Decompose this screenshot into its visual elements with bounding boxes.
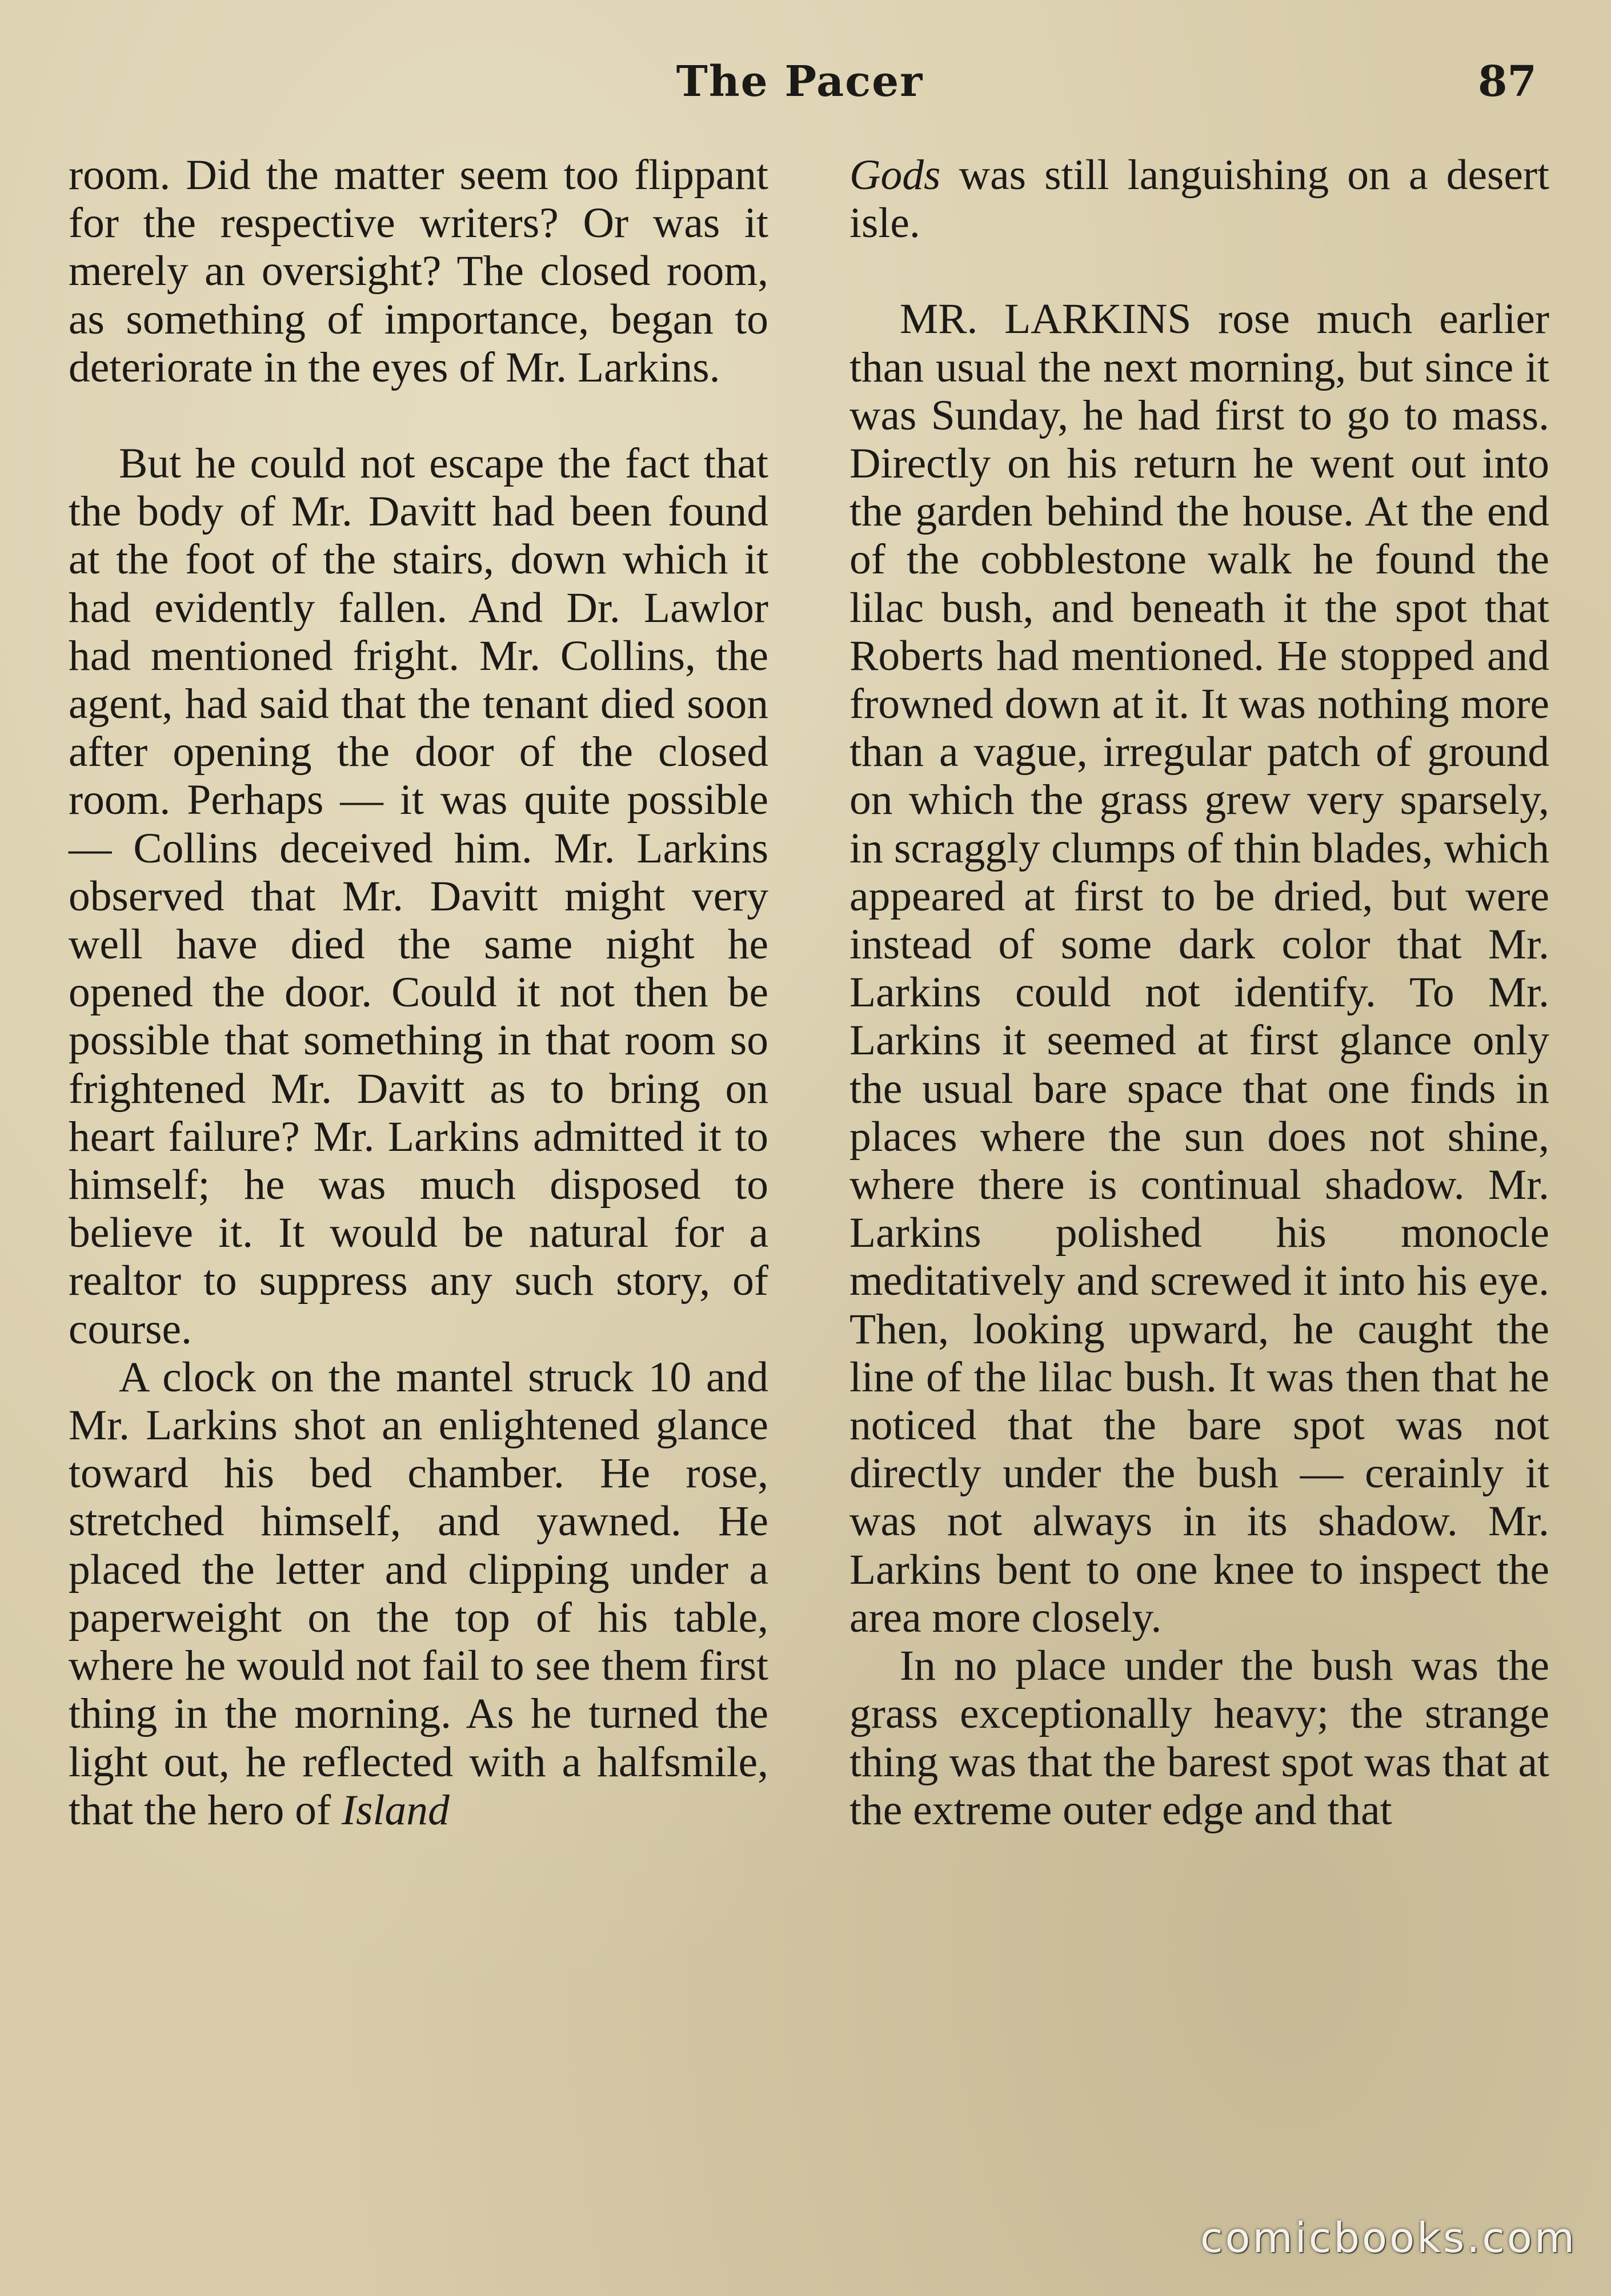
paragraph: In no place under the bush was the grass exceptionally heavy; the strange thing was that the barest spot was that at the extreme outer edge and that <box>849 1642 1549 1834</box>
running-head <box>63 57 1537 120</box>
watermark: comicbooks.com <box>1200 2214 1577 2262</box>
paragraph-text: was still languishing on a desert isle. <box>849 151 1549 247</box>
paragraph <box>69 1354 768 1835</box>
page-number: 87 <box>1478 57 1537 106</box>
paragraph: MR. LARKINS rose much earlier than usual the next morning, but since it was Sunday, he had first to go to mass. Directly on his return he went out into the garden behind the house. At the end of the cobblestone walk he found the lilac bush, and beneath it the spot that Roberts had mentioned. He stopped and frowned down at it. It was nothing more than a vague, irregular patch of ground on which the grass grew very sparsely, in scraggly clumps of thin blades, which appeared at first to be dried, but were instead of some dark color that Mr. Larkins could not identify. To Mr. Larkins it seemed at first glance only the usual bare space that one finds in places where the sun does not shine, where there is continual shadow. Mr. Larkins polished his monocle meditatively and screwed it into his eye. Then, looking upward, he caught the line of the lilac bush. It was then that he noticed that the bare spot was not directly under the bush — cerainly it was not always in its shadow. Mr. Larkins bent to one knee to inspect the area more closely. <box>849 295 1549 1641</box>
page-title: The Pacer <box>676 57 924 106</box>
paragraph-text: A clock on the mantel struck 10 and Mr. Larkins shot an enlightened glance toward his bed chamber. He rose, stretched himself, and yawned. He placed the letter and clipping under a paperweight on the top of his table, where he would not fail to see them first thing in the morning. As he turned the light out, he reflected with a halfsmile, that the hero of <box>69 1353 768 1834</box>
italic-title: Island <box>342 1786 450 1834</box>
paragraph <box>849 151 1549 247</box>
paragraph: room. Did the matter seem too flippant for the respective writers? Or was it merely an oversight? The closed room, as something of importance, began to deteriorate in the eyes of Mr. Larkins. <box>69 151 768 391</box>
left-column <box>69 151 768 1835</box>
paragraph: But he could not escape the fact that the body of Mr. Davitt had been found at the foot of the stairs, down which it had evidently fallen. And Dr. Lawlor had mentioned fright. Mr. Collins, the agent, had said that the tenant died soon after opening the door of the closed room. Perhaps — it was quite possible — Collins deceived him. Mr. Larkins observed that Mr. Davitt might very well have died the same night he opened the door. Could it not then be possible that something in that room so frightened Mr. Davitt as to bring on heart failure? Mr. Larkins admitted it to himself; he was much disposed to believe it. It would be natural for a realtor to suppress any such story, of course. <box>69 440 768 1353</box>
right-column <box>849 151 1549 1835</box>
italic-title: Gods <box>849 151 941 199</box>
